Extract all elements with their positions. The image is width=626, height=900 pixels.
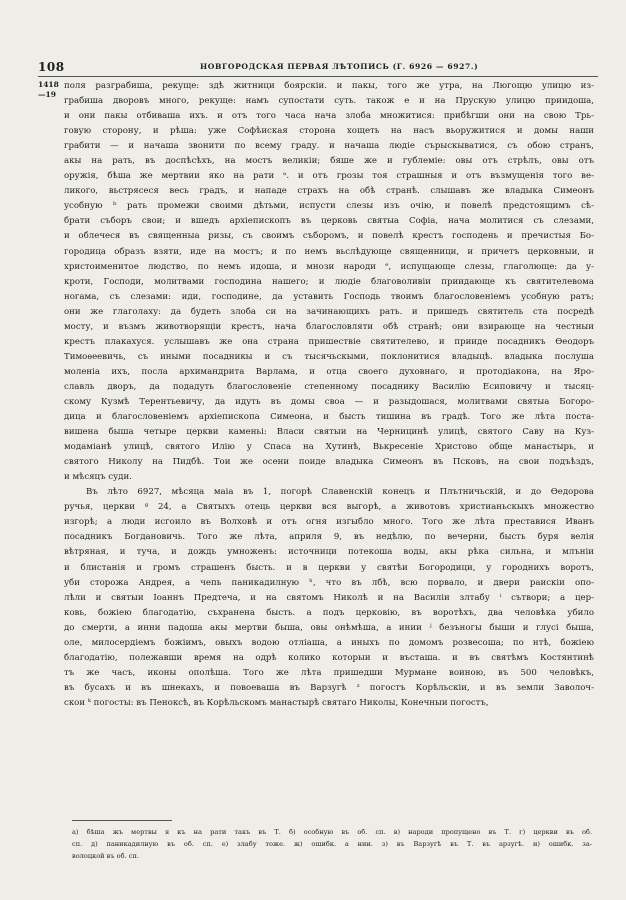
- text-line: грабити — и начаша звонити по всему граду. и начаша людіе сърыскыватися, съ обою странъ,: [64, 141, 594, 152]
- text-line: усобную ᵇ рать промежи своими дѣтьми, испусти слезы изъ очію, и повелѣ предстоящимъ сѣ-: [64, 201, 594, 212]
- text-line: скои ᵏ погосты: въ Пенокcѣ, въ Корѣльскомъ манастырѣ святаго Николы, Конечныи погостъ,: [64, 697, 489, 708]
- text-line: скому Кузмѣ Терентьевичу, да идуть въ домы своа — и разыдошася, молитвами святыа Богоро-: [64, 396, 594, 407]
- chronicle-text: [64, 79, 594, 711]
- text-line: вишена быша четыре церкви каменьі: Власи святыи на Черницинѣ улицѣ, святого Саву на Куз-: [64, 427, 594, 438]
- text-line: и облечеся въ священныа ризы, съ своимъ съборомъ, и повелѣ крестъ господень и пречистыя Бо-: [64, 231, 594, 242]
- text-line: до смерти, а инни падоша акы мертви быша, овы онѣмѣша, а инии ʲ безъногы быши и глусі быша,: [64, 622, 594, 633]
- text-line: и они пакы отбиваша ихъ. и отъ того часа нача злоба множитися: прибѣгши они на свою Трь-: [64, 111, 594, 122]
- page-number: 108: [38, 60, 65, 74]
- margin-year-line-1: 1418: [38, 80, 59, 89]
- text-line: кроти, Господи, молитвами господина нашего; и людіе благоволивіи приидающе къ святителевома: [64, 276, 594, 287]
- paragraph-1: [64, 79, 594, 485]
- text-line: модаміанѣ улицѣ, святого Илію у Спаса на Хутинѣ, Вькресеніе Христово обще манастырь, и: [64, 442, 594, 453]
- text-line: изгорѣ; а люди исгоило въ Волховѣ и отъ огня изгыбло много. Того же лѣта преставися Иванъ: [64, 517, 594, 528]
- text-line: ковь, божіею благодатію, съхранена бысть. а подъ церковію, въ воротѣхъ, два человѣка убило: [64, 607, 594, 618]
- footnote-line: волоцкой въ об. сп.: [72, 852, 139, 860]
- text-line: въ бусахъ и въ шнекахъ, и повоеваша въ Варзугѣ ᶻ погостъ Корѣльскіи, и въ земли Заволоч-: [64, 682, 594, 693]
- text-line: святого Николу на Пидбѣ. Тои же осени поиде владыка Симеонъ въ Псковъ, на свои подъѣздъ,: [64, 457, 594, 468]
- text-line: благодатію, полежавши время на одрѣ колико которыи и въсташа. и въ святѣмъ Костянтинѣ: [64, 652, 594, 663]
- text-line: крестъ плакахуся. услышавъ же она страна пришествіе святителево, и прииде посадникъ Өеодоръ: [64, 336, 594, 347]
- text-line: городица образъ взяти, иде на мостъ; и по немъ вьслѣдующе священници, и причетъ церковныи, и: [64, 246, 594, 257]
- text-line: тъ же часъ, иконы ополѣша. Того же лѣта пришедши Мурмане воиною, въ 500 человѣкъ,: [64, 667, 594, 678]
- text-line: Въ лѣто 6927, мѣсяца маіа въ 1, погорѣ Славенскій конецъ и Плътничьскій, и до Өедорова: [86, 487, 594, 498]
- text-line: вѣтряная, и туча, и дождь умноженъ: источници потекоша воды, акы рѣка сильна, и млъніи: [64, 547, 594, 558]
- text-line: моленіа ихъ, посла архимандрита Варлама, и отца своего духовнаго, и протодіакона, на Яро-: [64, 366, 594, 377]
- text-line: и мѣсяцъ суди.: [64, 472, 132, 483]
- text-line: оле, милосердіемъ божіимъ, овыхъ водою отліаша, а иныхъ по домомъ розвесоша; по нтѣ, божіею: [64, 637, 594, 648]
- footnotes: [72, 826, 592, 862]
- footnote-line: сп. д) паникадилную въ об. сп. е) злабу тоже. ж) ошибк. а нии. з) въ Варзугѣ въ Т. въ арзугѣ. и) ошибк. за-: [72, 840, 592, 848]
- text-line: оружія, бѣша же мертвии яко на рати ᵃ. и отъ грозы тоя страшныя и отъ възмущенія того ве-: [64, 171, 594, 182]
- text-line: уби сторожа Андрея, а чепь паникадилную ʰ, что въ лбѣ, всю порвало, и двери раискіи опо-: [64, 577, 594, 588]
- header-rule: [38, 76, 598, 77]
- text-line: лѣли и святыи Іоаннъ Предтеча, и на святомъ Николѣ и на Василіи злтабу ⁱ сътвори; а цер-: [64, 592, 594, 603]
- text-line: ручья, церкви ᵍ 24, а Святыхъ отець церкви вся выгорѣ, а животовъ христианьскыхъ множество: [64, 502, 594, 513]
- text-line: говую сторону, и рѣша: уже Софѣиская сторона хощеть на насъ вьоружитися и домы наши: [64, 126, 594, 137]
- text-line: посадникъ Богдановичь. Того же лѣта, априля 9, въ недѣлю, по вечерни, бысть буря велія: [64, 532, 594, 543]
- text-line: ликого, вьстрясеся весь градъ, и нападе страхъ на обѣ странѣ. слышавъ же владыка Симеонъ: [64, 186, 594, 197]
- footnote-rule: [72, 820, 172, 821]
- text-line: и блистанія и громъ страшенъ бысть. и в церкви у святѣи Богородици, у городнихъ воротъ,: [64, 562, 594, 573]
- page-header: [38, 60, 598, 76]
- text-line: славль дворъ, да подадуть благословеніе степенному посаднику Василію Есиповичу и тысяц-: [64, 381, 594, 392]
- text-line: дица и благословеніемъ архіепископа Симеона, и бысть тишина въ градѣ. Того же лѣта постa-: [64, 412, 594, 423]
- footnote-line: а) бѣша жъ мертвы я къ на рати такъ въ Т. б) особную въ об. сп. в) народи пропущено въ Т. г) церкви въ об.: [72, 828, 592, 836]
- text-line: Тимоѳеевичь, съ иными посадникы и съ тысячьскыми, поклонитися владыцѣ. владыка послуша: [64, 351, 594, 362]
- text-line: христоименитое людство, по немъ идоша, и мнози народи ᵉ, испущающе слезы, глаголюще: да у-: [64, 261, 594, 272]
- paragraph-2-year-6927: [64, 485, 594, 711]
- text-line: ногама, съ слезами: иди, господине, да уставить Господь твоимъ благословеніемъ усобную ратъ;: [64, 291, 594, 302]
- text-line: грабиша дворовъ много, рекуще: намъ супостати суть. також е и на Прускую улицю приидоша,: [64, 96, 594, 107]
- text-line: акы на рать, въ доспѣсѣхъ, на мостъ великіи; бяше же и гублеміе: овы отъ стрѣлъ, овы отъ: [64, 156, 594, 167]
- text-line: поля разграбиша, рекуще: здѣ житници боярскіи. и пакы, того же утра, на Люгощю улицю из-: [64, 81, 594, 91]
- margin-year-line-2: —19: [38, 89, 56, 99]
- text-line: брати съборъ свои; и вшедъ архіепископъ въ церковь святыа Софіа, нача молитися съ слезами,: [64, 216, 594, 227]
- running-head: НОВГОРОДСКАЯ ПЕРВАЯ ЛѢТОПИСЬ (Г. 6926 — 6927.): [200, 62, 479, 71]
- text-line: они же глаголаху: да будеть злоба си на зачинающихъ рать. и пришедъ святитель ста посредѣ: [64, 306, 594, 317]
- text-line: мосту, и възмъ животворящіи крестъ, нача благословляти обѣ странѣ; они взирающе на честныи: [64, 321, 594, 332]
